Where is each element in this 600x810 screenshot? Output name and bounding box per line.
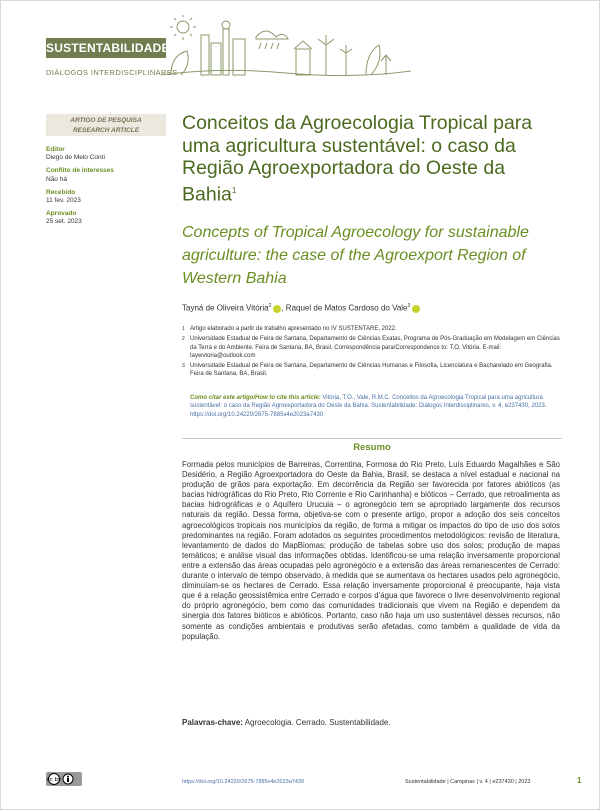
footnote-text: Universidade Estadual de Feira de Santana, Departamento de Ciências Exatas, Programa de Pós-Graduação em Modelagem em Ciências da Terra e do Ambiente. Feira de Santana, BA, Brasil. Correspondência para/Correspondence to: T.O. Vitória. E-mail: taywvtoria@outlook.com: [190, 336, 560, 359]
received-label: Recebido: [46, 188, 76, 196]
journal-name: SUSTENTABILIDADE: [46, 38, 166, 58]
author-affiliation-mark: 3: [407, 303, 411, 309]
footnote: [182, 325, 562, 333]
footnote-number: 2: [182, 336, 185, 343]
divider: [182, 438, 562, 439]
approved-label: Aprovado: [46, 210, 77, 218]
citation-label: Como citar este artigo/How to cite this article:: [190, 395, 321, 401]
cc-by-license-icon[interactable]: [46, 772, 82, 786]
footnote: [182, 362, 562, 379]
received-value: 11 fev. 2023: [46, 197, 81, 205]
article-type-pt: ARTIGO DE PESQUISA: [70, 117, 142, 124]
footnotes: [182, 325, 562, 381]
article-type-badge: [46, 114, 166, 136]
keywords-label: Palavras-chave:: [182, 718, 243, 727]
title-footnote-mark: 1: [231, 185, 237, 195]
title-en: Concepts of Tropical Agroecology for sustainable agriculture: the case of the Agroexport Region of Western Bahia: [182, 224, 529, 287]
footnote-text: Artigo elaborado a partir de trabalho apresentado no IV SUSTENTARE, 2022.: [190, 326, 397, 332]
footnote-number: 1: [182, 326, 185, 332]
author-affiliation-mark: 2: [268, 303, 272, 309]
license-text: cc by: [46, 777, 62, 784]
keywords-text: Agroecologia. Cerrado. Sustentabilidade.: [244, 718, 391, 727]
conflict-label: Conflito de interesses: [46, 167, 114, 175]
keywords: [182, 718, 560, 727]
authors: Tayná de Oliveira Vitória$^2$ , Raquel de Matos Cardoso do Vale$^3$: [182, 303, 562, 313]
author-name: Tayná de Oliveira Vitória: [182, 303, 269, 313]
abstract-heading: Resumo: [353, 442, 391, 453]
orcid-icon[interactable]: [273, 305, 281, 313]
footer-journal-info: Sustentabilidade | Campinas | v. 4 | e237430 | 2023: [405, 779, 531, 785]
abstract-text: Formada pelos municípios de Barreiras, Correntina, Formosa do Rio Preto, Luís Eduardo Magalhães e São Desidério, a Região Agroexportadora do Oeste da Bahia, Brasil, se destaca a nível estadual e nacional na produção de grãos para exportação. Em decorrência da Região ser favorecida por fatores abióticos (as bacias hidrográficas do Rio Preto, Rio Corrente e Rio Carinhanha) e bióticos – Cerrado, que retroalimenta as bacias hidrográficas e o Aquífero Urucuia – o agronegócio tem se apropriado largamente dos recursos naturais da região. Dessa forma, objetiva-se com o presente artigo, propor a adoção dos seis conceitos agroecológicos tropicais nos municípios da região, de forma a mitigar os impactos do tipo de uso dos solos predominantes na região. Foram adotados os seguintes procedimentos metodológicos: revisão de literatura, levantamento de dados do MapBiomas; produção de tabelas sobre uso dos solos; produção de mapas temáticos; e análise visual das informações obtidas. Identificou-se uma relação inversamente proporcional entre a extensão das áreas ocupadas pelo agronegócio e a extensão das áreas remanescentes de Cerrado: durante o intervalo de tempo observado, à medida que se aumentava os hectares usados pelo agronegócio, diminuíam-se os hectares de Cerrado. Essa relação inversamente proporcional é preocupante, haja vista que é a relação geossistêmica entre Cerrado e corpos d’água que favorece o livre desenvolvimento regional do próprio agronegócio, bem como das comunidades tradicionais que vivem na Região e dependem da sinergia dos fatores bióticos e abióticos. Portanto, caso não haja um uso sustentável desses recursos, não somente as condições ambientais e produtivas serão afetadas, como também a qualidade de vida da população.: [182, 460, 560, 641]
orcid-icon[interactable]: [412, 305, 420, 313]
conflict-value: Não há: [46, 175, 67, 183]
sustainability-illustration-icon: [161, 15, 411, 77]
footer-doi-link[interactable]: https://doi.org/10.24220/2675-7885v4e2023a7430: [182, 779, 305, 785]
title-pt: [182, 112, 562, 206]
citation: [190, 394, 560, 419]
footnote-number: 3: [182, 363, 185, 370]
editor-label: Editor: [46, 146, 65, 153]
author-name: Raquel de Matos Cardoso do Vale: [285, 303, 408, 313]
article-type-en: RESEARCH ARTICLE: [72, 127, 140, 134]
approved-value: 25 set. 2023: [46, 218, 82, 226]
page-number: 1: [577, 776, 582, 785]
article-metadata: [46, 146, 166, 232]
editor-value: Diego de Melo Conti: [46, 154, 105, 162]
title-pt-text: Conceitos da Agroecologia Tropical para uma agricultura sustentável: o caso da Região Agroexportadora do Oeste da Bahia: [182, 112, 533, 205]
footnote-text: Universidade Estadual de Feira de Santana, Departamento de Ciências Humanas e Filosofia, Licenciatura e Bacharelado em Geografia. Feira de Santana, BA, Brasil.: [190, 363, 553, 378]
journal-subtitle: DIÁLOGOS INTERDISCIPLINARES: [46, 68, 178, 77]
citation-text[interactable]: Vitória, T.O.; Vale, R.M.C. Conceitos da Agroecologia Tropical para uma agricultura sustentável: o caso da Região Agroexportadora do Oeste da Bahia. Sustentabilidade: Diálogos Interdisciplinares, v. 4, e237430, 2023. https://doi.org/10.24220/2675-7885v4e2023a7430: [190, 395, 547, 418]
footnote: [182, 335, 562, 360]
